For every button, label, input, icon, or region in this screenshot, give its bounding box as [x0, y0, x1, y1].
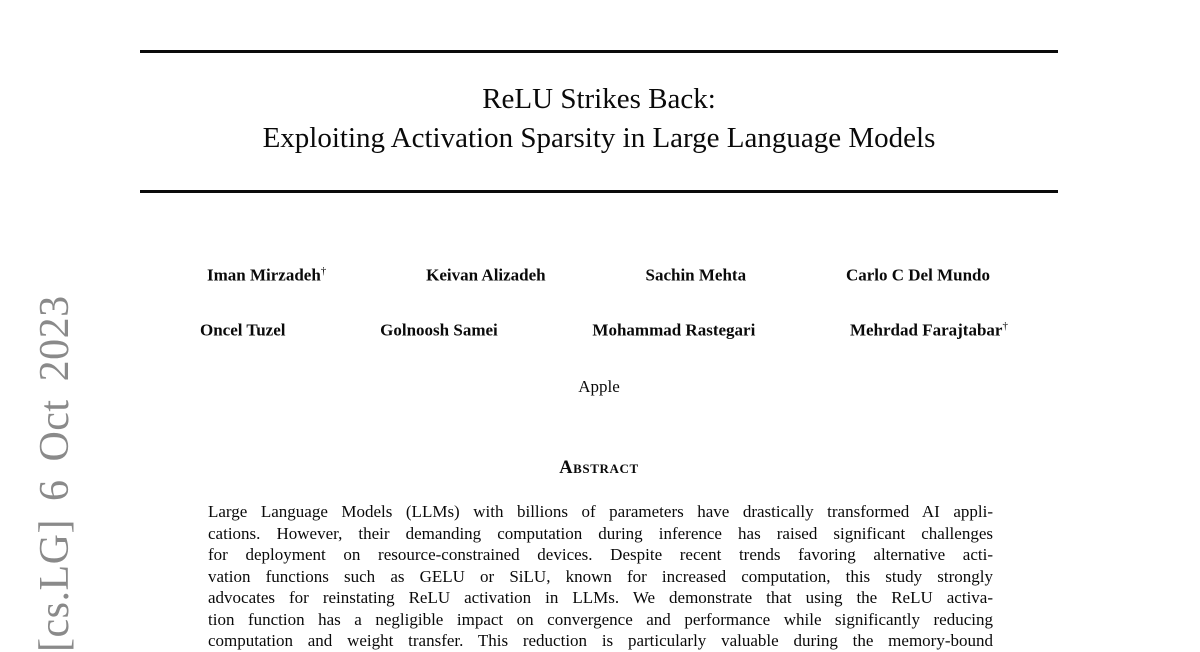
author-name: Golnoosh Samei [380, 320, 498, 340]
authors-row-2 [200, 316, 1008, 341]
title-rule-bottom [140, 190, 1058, 193]
paper-title [140, 80, 1058, 158]
paper-title-line2: Exploiting Activation Sparsity in Large Language Models [262, 122, 936, 154]
author-name: Iman Mirzadeh [207, 265, 321, 285]
paper-title-line1: ReLU Strikes Back: [482, 83, 716, 115]
author-carlo-c-del-mundo [846, 261, 990, 286]
title-rule-top [140, 50, 1058, 53]
author-golnoosh-samei [380, 316, 498, 341]
author-keivan-alizadeh [426, 261, 545, 286]
abstract-line: advocates for reinstating ReLU activation in LLMs. We demonstrate that using the ReLU activa- [208, 588, 993, 607]
author-name: Mehrdad Farajtabar [849, 320, 1003, 340]
author-name: Keivan Alizadeh [426, 265, 546, 285]
affiliation: Apple [578, 377, 620, 396]
author-name: Oncel Tuzel [200, 320, 286, 340]
authors-row-1 [207, 261, 990, 286]
author-mehrdad-farajtabar [850, 316, 1008, 341]
abstract-heading: Abstract [559, 458, 639, 478]
author-name: Carlo C Del Mundo [845, 265, 990, 285]
author-mohammad-rastegari [592, 316, 755, 341]
abstract-line: vation functions such as GELU or SiLU, known for increased computation, this study strongly [208, 566, 993, 586]
author-sachin-mehta [646, 261, 747, 286]
abstract-body [208, 501, 993, 652]
abstract-line: for deployment on resource-constrained devices. Despite recent trends favoring alternative acti- [208, 545, 993, 564]
author-oncel-tuzel [200, 316, 285, 341]
abstract-line: cations. However, their demanding computation during inference has raised significant challenges [208, 523, 993, 543]
author-name: Mohammad Rastegari [592, 320, 756, 340]
author-affiliation-mark: † [320, 265, 327, 277]
abstract-line: computation and weight transfer. This reduction is particularly valuable during the memory-bound [208, 631, 993, 650]
abstract-line: tion function has a negligible impact on convergence and performance while significantly reducing [208, 609, 993, 629]
author-iman-mirzadeh [207, 261, 326, 286]
arxiv-stamp: [cs.LG] 6 Oct 2023 [32, 295, 78, 652]
author-affiliation-mark: † [1002, 320, 1008, 332]
abstract-line: Large Language Models (LLMs) with billions of parameters have drastically transformed AI appli- [208, 502, 993, 521]
author-name: Sachin Mehta [645, 265, 747, 285]
